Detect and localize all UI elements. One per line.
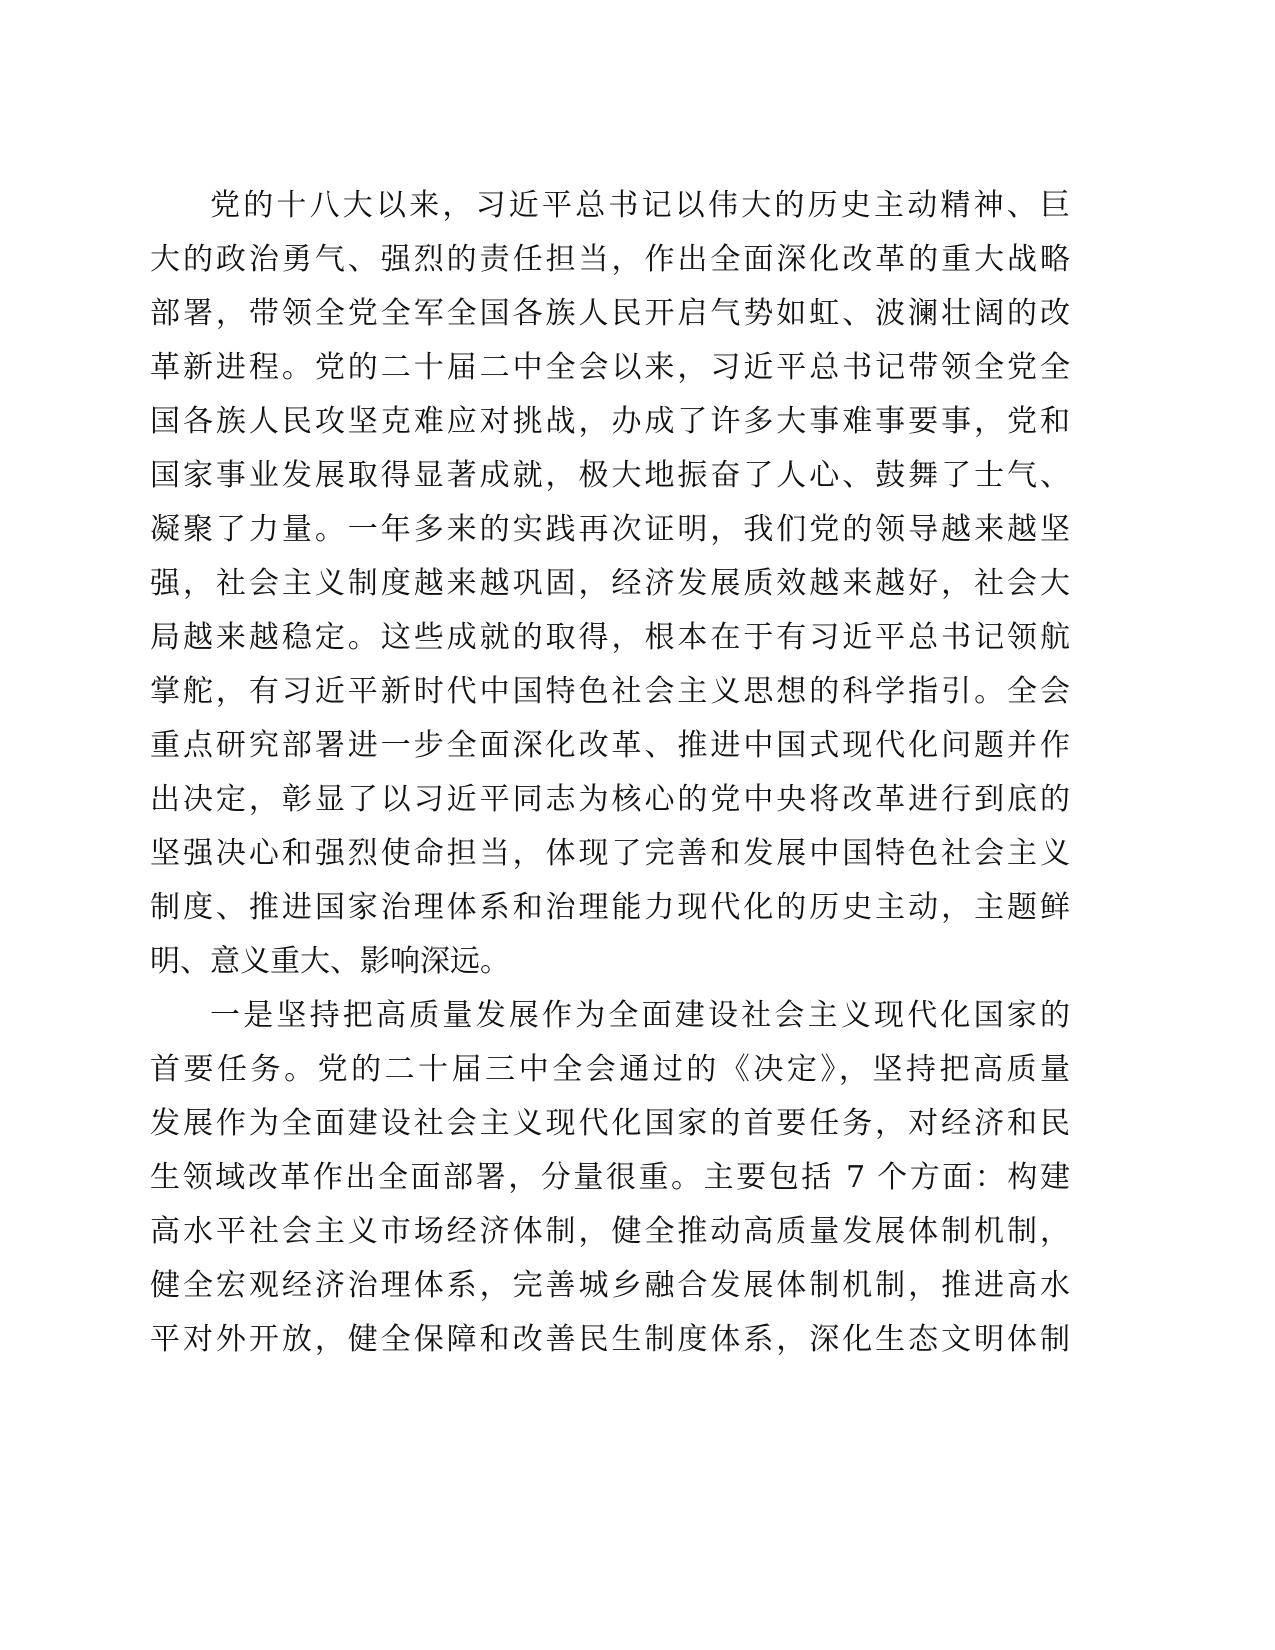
paragraph-2: [150, 989, 1070, 1367]
text-line: 发展作为全面建设社会主义现代化国家的首要任务，对经济和民: [150, 1106, 1070, 1141]
text-line: 生领域改革作出全面部署，分量很重。主要包括 7 个方面：构建: [150, 1160, 1070, 1195]
text-line: 首要任务。党的二十届三中全会通过的《决定》，坚持把高质量: [150, 1052, 1070, 1087]
text-line: 坚强决心和强烈使命担当，体现了完善和发展中国特色社会主义: [150, 836, 1070, 871]
text-line: 国家事业发展取得显著成就，极大地振奋了人心、鼓舞了士气、: [150, 458, 1070, 493]
text-line: 革新进程。党的二十届二中全会以来，习近平总书记带领全党全: [150, 350, 1070, 385]
text-line: 出决定，彰显了以习近平同志为核心的党中央将改革进行到底的: [150, 782, 1070, 817]
text-line: 党的十八大以来，习近平总书记以伟大的历史主动精神、巨: [210, 188, 1070, 223]
text-line: 部署，带领全党全军全国各族人民开启气势如虹、波澜壮阔的改: [150, 296, 1070, 331]
text-line: 国各族人民攻坚克难应对挑战，办成了许多大事难事要事，党和: [150, 404, 1070, 439]
text-line: 明、意义重大、影响深远。: [150, 944, 510, 979]
text-line: 重点研究部署进一步全面深化改革、推进中国式现代化问题并作: [150, 728, 1070, 763]
text-line: 凝聚了力量。一年多来的实践再次证明，我们党的领导越来越坚: [150, 512, 1070, 547]
paragraph-1: [150, 179, 1070, 989]
text-line: 一是坚持把高质量发展作为全面建设社会主义现代化国家的: [210, 998, 1070, 1033]
body-text: [150, 179, 1070, 1367]
text-line: 高水平社会主义市场经济体制，健全推动高质量发展体制机制，: [150, 1214, 1070, 1249]
text-line: 局越来越稳定。这些成就的取得，根本在于有习近平总书记领航: [150, 620, 1070, 655]
text-line: 平对外开放，健全保障和改善民生制度体系，深化生态文明体制: [150, 1322, 1070, 1357]
text-line: 健全宏观经济治理体系，完善城乡融合发展体制机制，推进高水: [150, 1268, 1070, 1303]
text-line: 掌舵，有习近平新时代中国特色社会主义思想的科学指引。全会: [150, 674, 1070, 709]
text-line: 大的政治勇气、强烈的责任担当，作出全面深化改革的重大战略: [150, 242, 1070, 277]
text-line: 强，社会主义制度越来越巩固，经济发展质效越来越好，社会大: [150, 566, 1070, 601]
text-line: 制度、推进国家治理体系和治理能力现代化的历史主动，主题鲜: [150, 890, 1070, 925]
